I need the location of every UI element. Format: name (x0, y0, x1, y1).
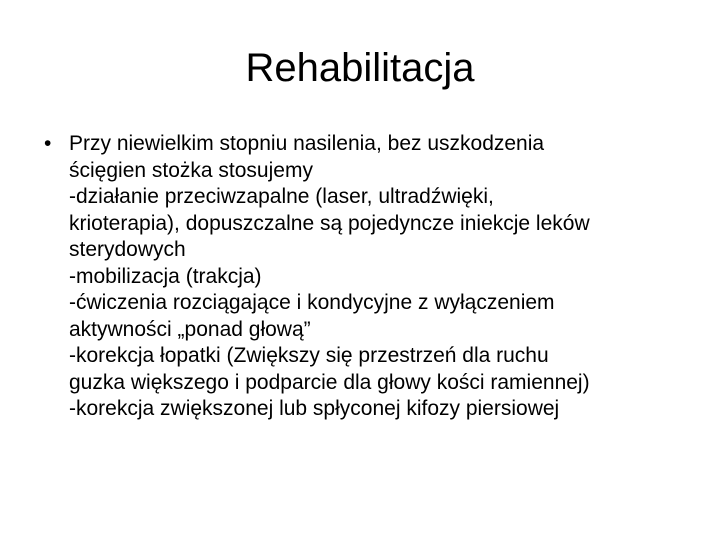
slide-title: Rehabilitacja (245, 46, 475, 90)
text-line: krioterapia), dopuszczalne są pojedyncze iniekcje leków (69, 211, 590, 235)
text-line: -korekcja zwiększonej lub spłyconej kifozy piersiowej (69, 397, 560, 420)
text-line: Przy niewielkim stopniu nasilenia, bez uszkodzenia (69, 132, 545, 155)
bullet-text (69, 131, 684, 423)
text-line: -korekcja łopatki (Zwiększy się przestrzeń dla ruchu (69, 344, 549, 367)
bullet-item (44, 131, 684, 423)
text-line: ścięgien stożka stosujemy (69, 158, 313, 182)
text-line: -mobilizacja (trakcja) (69, 264, 262, 288)
text-line: guzka większego i podparcie dla głowy kości ramiennej) (69, 370, 590, 394)
text-line: sterydowych (69, 238, 186, 261)
text-line: -ćwiczenia rozciągające i kondycyjne z wyłączeniem (69, 291, 555, 314)
bullet-marker: • (44, 132, 52, 155)
text-line: aktywności „ponad głową” (69, 317, 311, 341)
text-line: -działanie przeciwzapalne (laser, ultradźwięki, (69, 185, 494, 208)
